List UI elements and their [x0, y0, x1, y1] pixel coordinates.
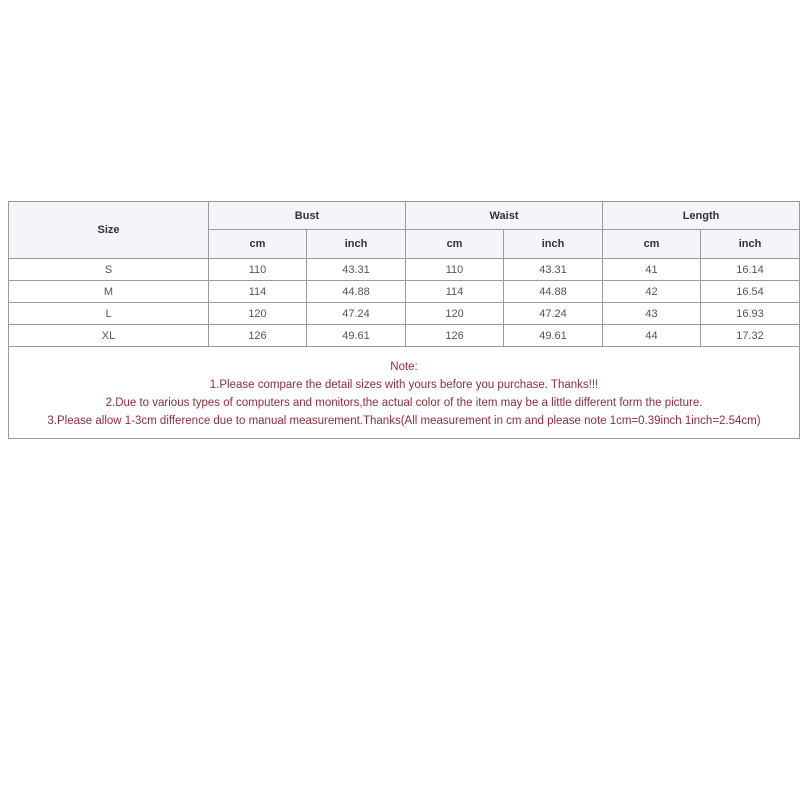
- value-cell: 43.31: [307, 259, 406, 281]
- value-cell: 49.61: [504, 325, 603, 347]
- size-cell: XL: [9, 325, 209, 347]
- value-cell: 44.88: [307, 281, 406, 303]
- size-header: Size: [9, 202, 209, 259]
- table-row: [9, 281, 800, 303]
- value-cell: 47.24: [504, 303, 603, 325]
- value-cell: 43: [603, 303, 701, 325]
- size-cell: L: [9, 303, 209, 325]
- note-line: 3.Please allow 1-3cm difference due to manual measurement.Thanks(All measurement in cm and please note 1cm=0.39inch 1inch=2.54cm): [47, 414, 761, 427]
- waist-header: Waist: [406, 202, 603, 230]
- note-line: 1.Please compare the detail sizes with yours before you purchase. Thanks!!!: [209, 378, 599, 391]
- notes-section: [9, 347, 800, 439]
- unit-header: cm: [209, 230, 307, 259]
- unit-header: inch: [504, 230, 603, 259]
- value-cell: 43.31: [504, 259, 603, 281]
- value-cell: 42: [603, 281, 701, 303]
- table-row: [9, 325, 800, 347]
- size-cell: M: [9, 281, 209, 303]
- value-cell: 16.54: [701, 281, 800, 303]
- value-cell: 16.14: [701, 259, 800, 281]
- value-cell: 49.61: [307, 325, 406, 347]
- value-cell: 110: [406, 259, 504, 281]
- value-cell: 120: [209, 303, 307, 325]
- unit-header: cm: [406, 230, 504, 259]
- unit-header: inch: [701, 230, 800, 259]
- size-chart-table: [8, 201, 800, 439]
- value-cell: 47.24: [307, 303, 406, 325]
- table-row: [9, 259, 800, 281]
- value-cell: 110: [209, 259, 307, 281]
- value-cell: 44.88: [504, 281, 603, 303]
- bust-header: Bust: [209, 202, 406, 230]
- value-cell: 16.93: [701, 303, 800, 325]
- value-cell: 120: [406, 303, 504, 325]
- unit-header: inch: [307, 230, 406, 259]
- value-cell: 17.32: [701, 325, 800, 347]
- value-cell: 41: [603, 259, 701, 281]
- value-cell: 114: [209, 281, 307, 303]
- value-cell: 114: [406, 281, 504, 303]
- note-title: Note:: [390, 360, 418, 373]
- table-row: [9, 303, 800, 325]
- note-line: 2.Due to various types of computers and monitors,the actual color of the item may be a little different form the picture.: [105, 396, 703, 409]
- size-cell: S: [9, 259, 209, 281]
- value-cell: 44: [603, 325, 701, 347]
- unit-header: cm: [603, 230, 701, 259]
- value-cell: 126: [209, 325, 307, 347]
- value-cell: 126: [406, 325, 504, 347]
- length-header: Length: [603, 202, 800, 230]
